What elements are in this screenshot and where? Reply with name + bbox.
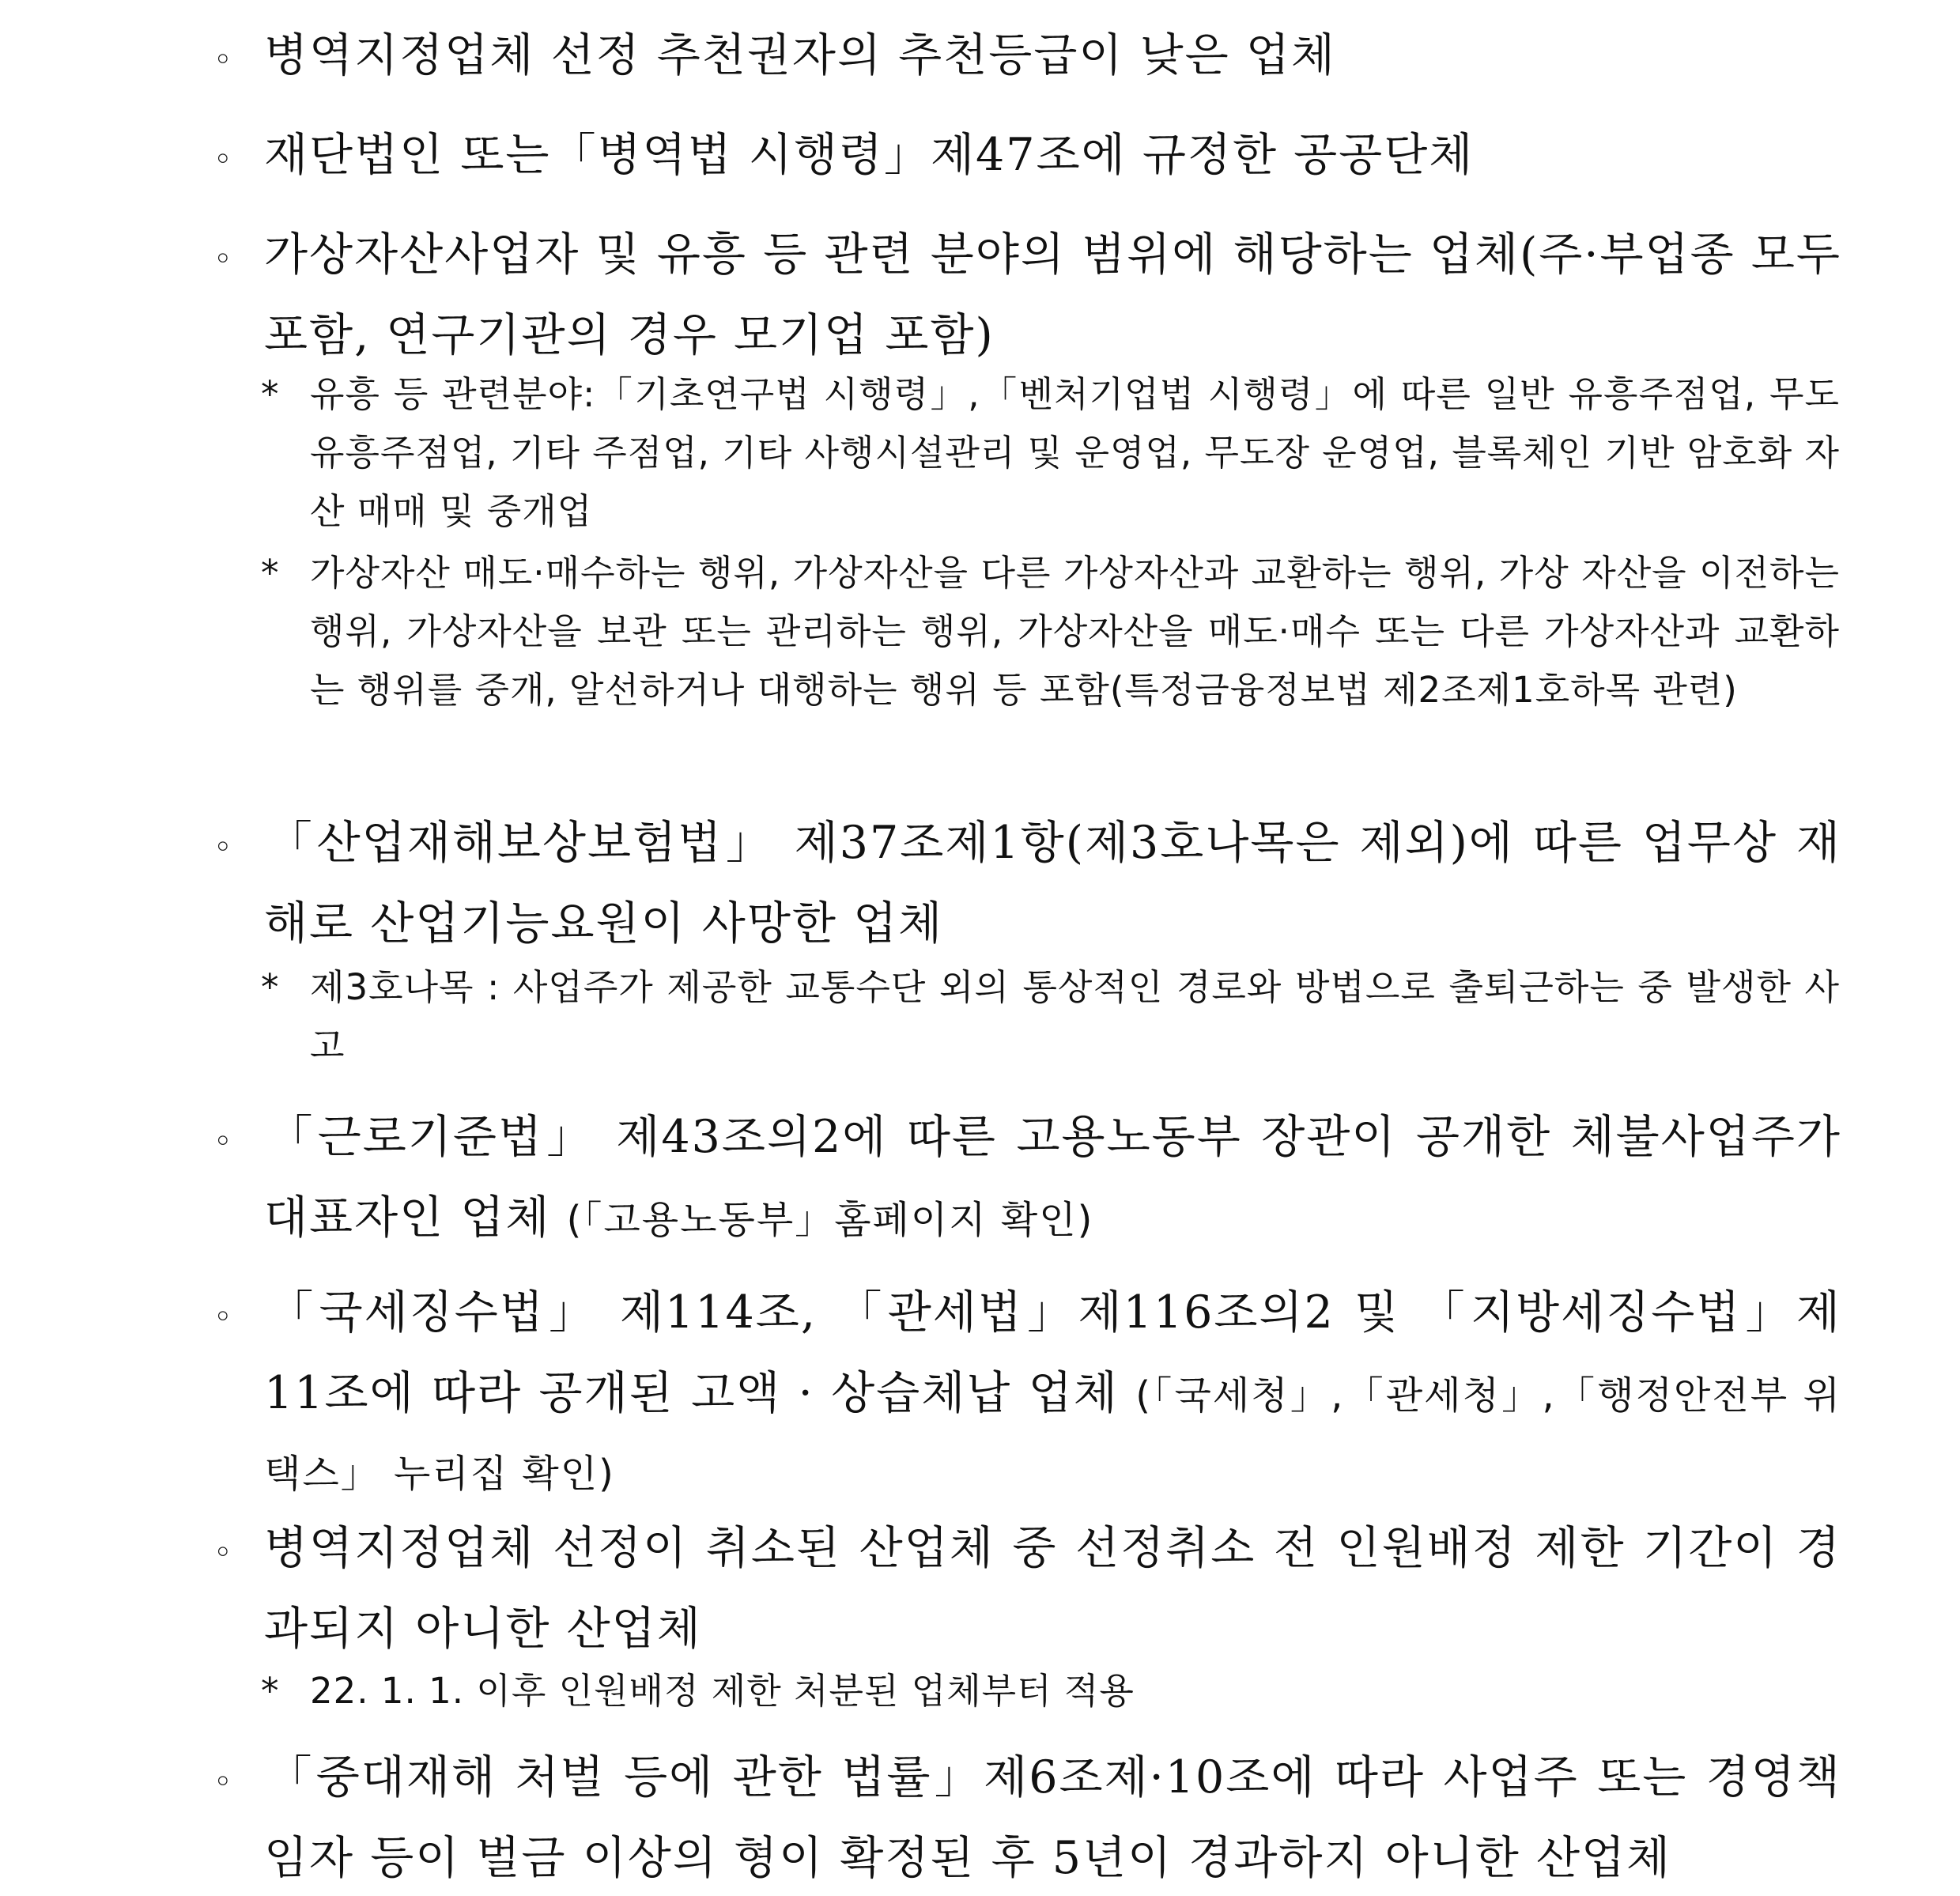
- item-text: 병역지정업체 선정 추천권자의 추천등급이 낮은 업체: [264, 29, 1336, 81]
- footnote-text: 가상자산 매도·매수하는 행위, 가상자산을 다른 가상자산과 교환하는 행위, 가상 자산을 이전하는 행위, 가상자산을 보관 또는 관리하는 행위, 가상자산을 매도·매수 또는 다른 가상자산과 교환하는 행위를 중개, 알선하거나 대행하는 행위 등 포함(특정금융정보법 제2조제1호하목 관련): [310, 552, 1840, 711]
- list-item: [213, 1739, 1841, 1896]
- list-item: [213, 1275, 1841, 1512]
- item-text: 재단법인 또는「병역법 시행령」제47조에 규정한 공공단체: [264, 129, 1475, 181]
- list-item: [213, 17, 1841, 98]
- bullet-icon: ◦: [213, 42, 234, 78]
- asterisk-icon: *: [261, 1670, 280, 1712]
- bullet-icon: ◦: [213, 142, 234, 178]
- list-item: [213, 1099, 1841, 1258]
- list-item: [213, 217, 1841, 373]
- footnote-text: 제3호나목 : 사업주가 제공한 교통수단 외의 통상적인 경로와 방법으로 출퇴근하는 중 발생한 사고: [310, 966, 1840, 1067]
- item-source-note: (「국세청」,「관세청」,「행정안전부 위택스」 누리집 확인): [264, 1373, 1841, 1496]
- item-text: 「국세징수법」 제114조, 「관세법」제116조의2 및 「지방세징수법」제11조에 따라 공개된 고액 · 상습체납 업체: [264, 1286, 1841, 1419]
- list-item: [213, 117, 1841, 198]
- asterisk-icon: *: [261, 966, 280, 1008]
- item-text: 「산업재해보상보험법」 제37조제1항(제3호나목은 제외)에 따른 업무상 재해로 산업기능요원이 사망한 업체: [264, 817, 1841, 950]
- footnote: [261, 544, 1840, 719]
- asterisk-icon: *: [261, 552, 280, 594]
- item-source-note: (「고용노동부」홈페이지 확인): [566, 1198, 1094, 1242]
- bullet-icon: ◦: [213, 241, 234, 278]
- list-item: [213, 805, 1841, 961]
- item-text: 병역지정업체 선정이 취소된 산업체 중 선정취소 전 인원배정 제한 기간이 경과되지 아니한 산업체: [264, 1522, 1841, 1655]
- bullet-icon: ◦: [213, 1535, 234, 1571]
- item-text: 「근로기준법」 제43조의2에 따른 고용노동부 장관이 공개한 체불사업주가 대표자인 업체: [264, 1111, 1841, 1244]
- item-text: 가상자산사업자 및 유흥 등 관련 분야의 범위에 해당하는 업체(주·부업종 모두 포함, 연구기관의 경우 모기업 포함): [264, 229, 1841, 361]
- footnote: [261, 958, 1840, 1075]
- footnote-text: 22. 1. 1. 이후 인원배정 제한 처분된 업체부터 적용: [310, 1670, 1135, 1712]
- bullet-icon: ◦: [213, 1124, 234, 1160]
- bullet-icon: ◦: [213, 1299, 234, 1335]
- bullet-icon: ◦: [213, 829, 234, 866]
- list-item: [213, 1510, 1841, 1667]
- item-text: 「중대재해 처벌 등에 관한 법률」제6조제·10조에 따라 사업주 또는 경영책임자 등이 벌금 이상의 형이 확정된 후 5년이 경과하지 아니한 산업체: [264, 1751, 1841, 1884]
- bullet-icon: ◦: [213, 1764, 234, 1800]
- footnote: [261, 365, 1840, 541]
- footnote: [261, 1662, 1840, 1720]
- asterisk-icon: *: [261, 373, 280, 415]
- footnote-text: 유흥 등 관련분야:「기초연구법 시행령」,「벤처기업법 시행령」에 따른 일반 유흥주점업, 무도 유흥주점업, 기타 주점업, 기타 사행시설관리 및 운영업, 무도장 운영업, 블록체인 기반 암호화 자산 매매 및 중개업: [310, 373, 1840, 532]
